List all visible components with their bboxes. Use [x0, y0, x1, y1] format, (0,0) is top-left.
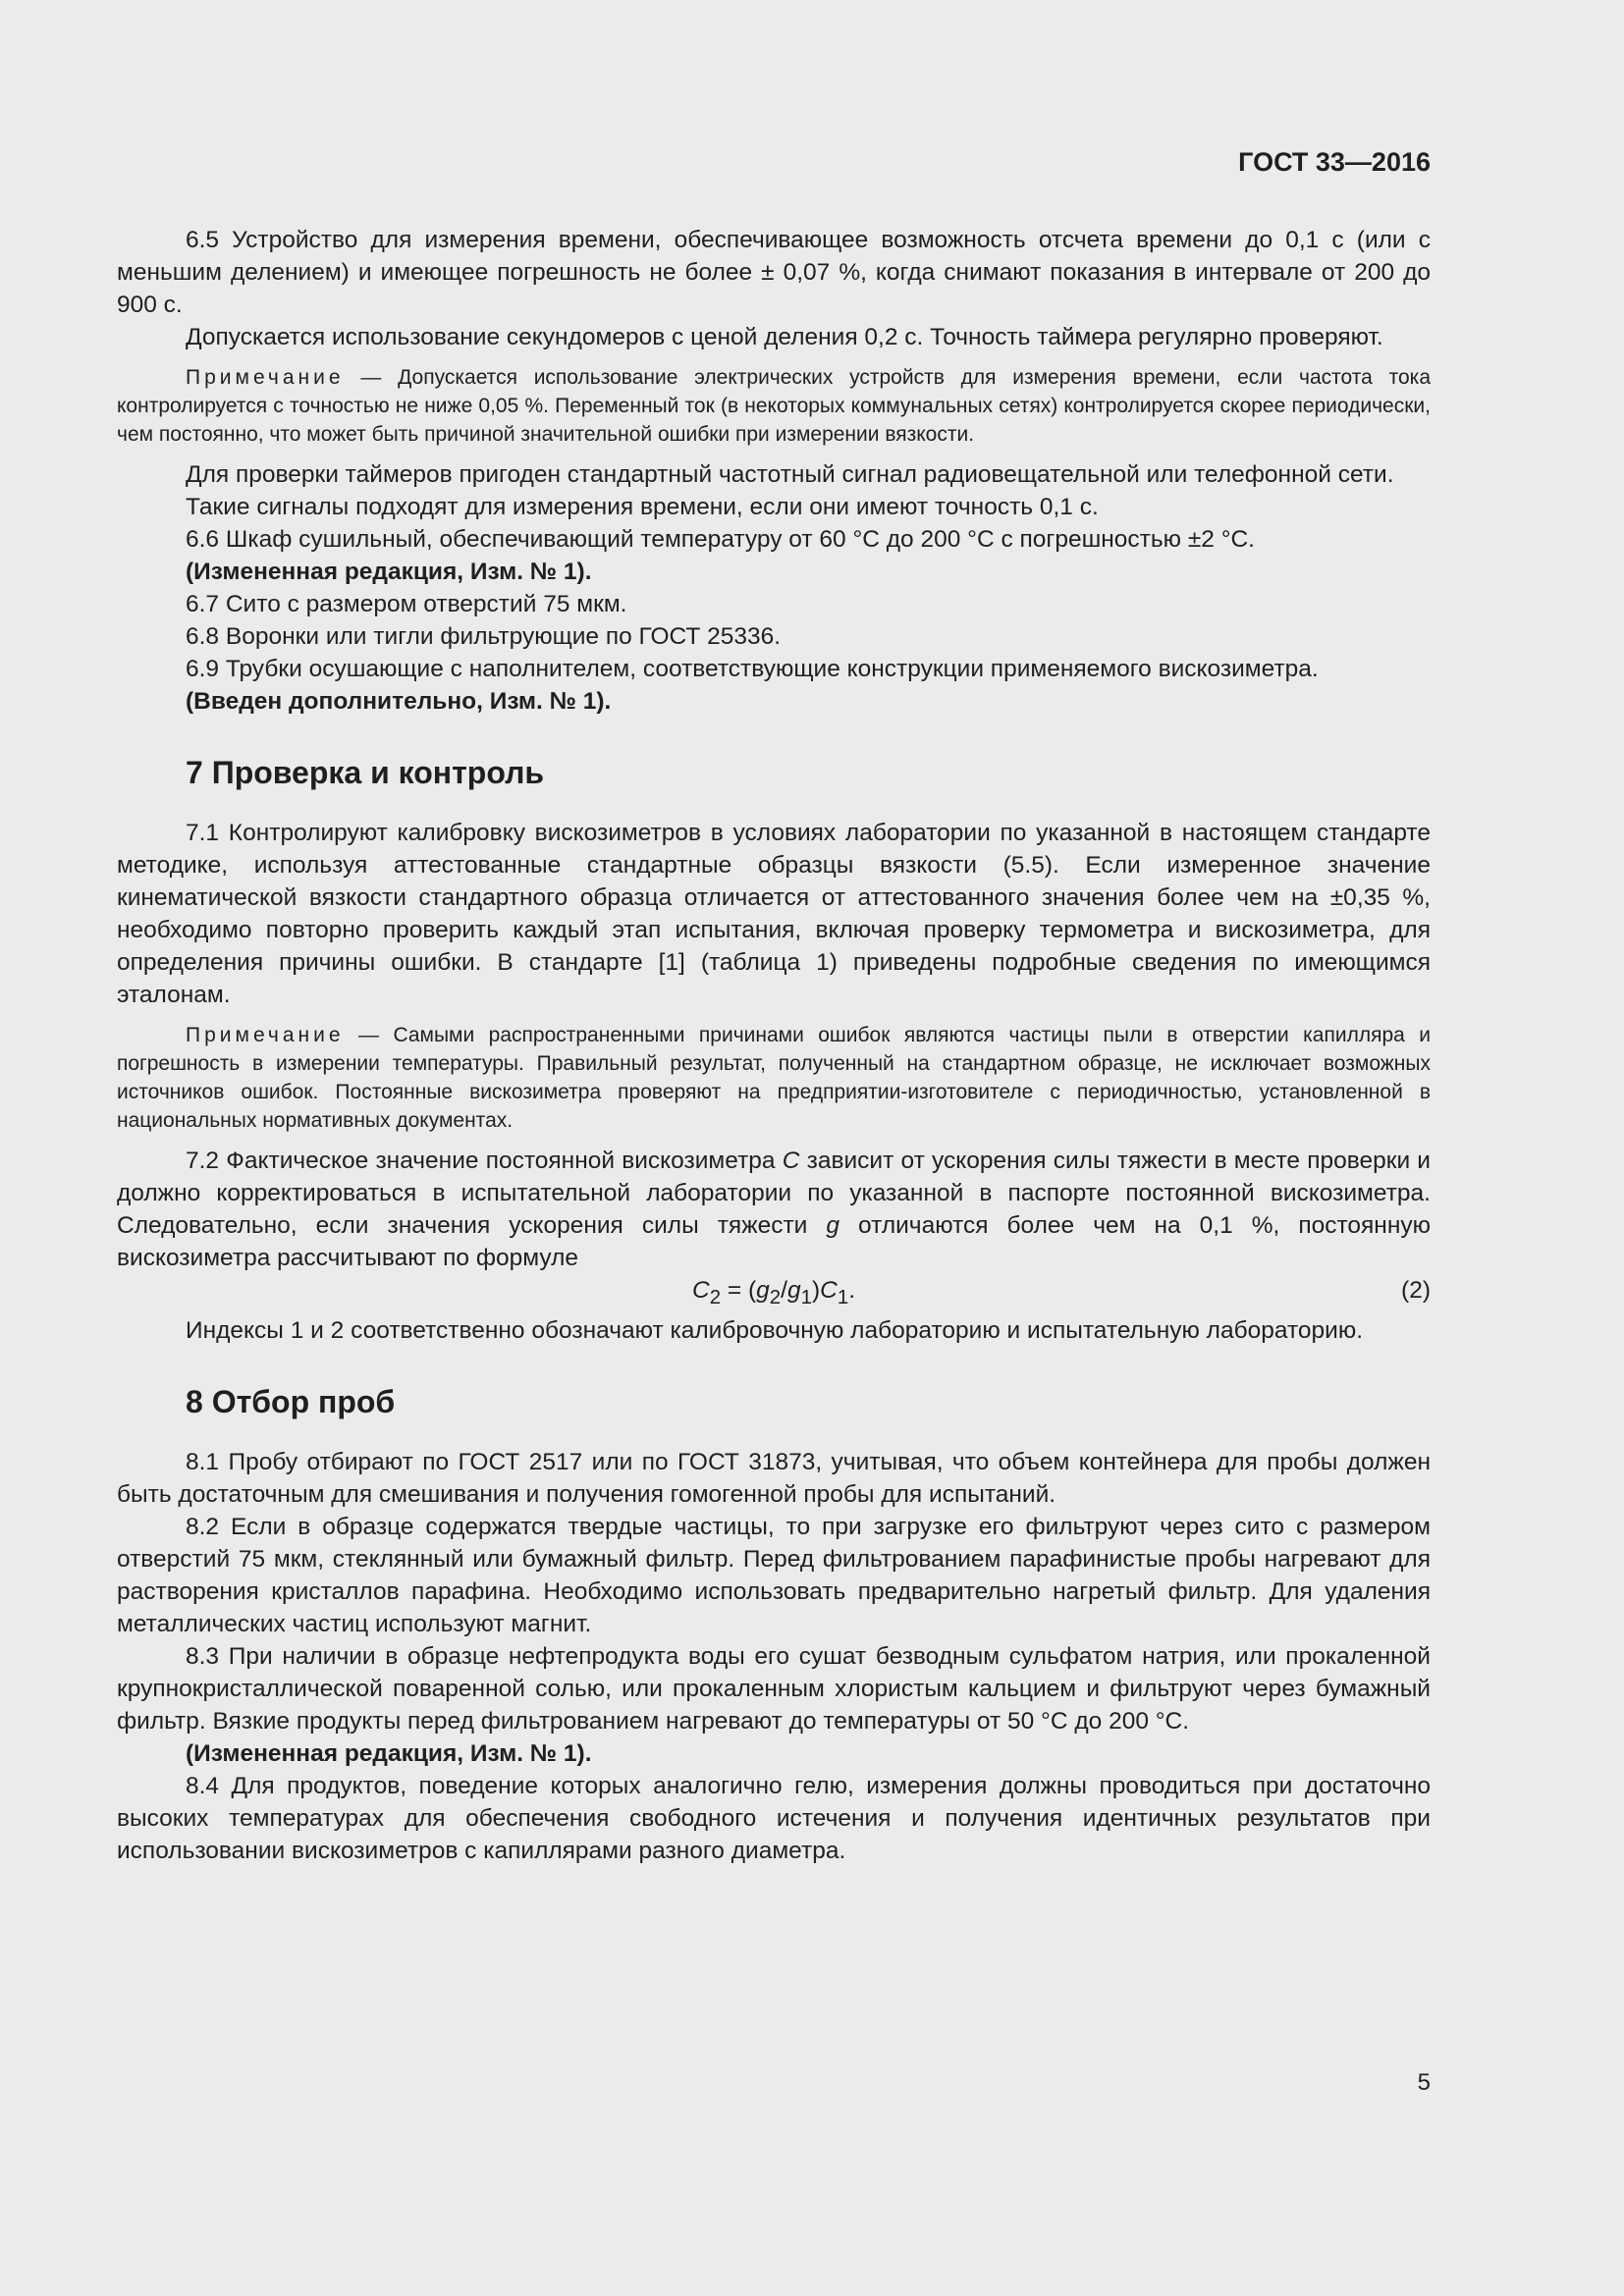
section-7-heading: 7 Проверка и контроль — [186, 755, 545, 790]
formula-expression: $C_2 = (g_2/g_1)C_1$. — [691, 1277, 855, 1308]
note-label: Примечание — [186, 366, 345, 389]
paragraph-7-2: 7.2 Фактическое значение постоянной вискозиметра C зависит от ускорения силы тяжести в месте проверки и должно корректироваться в испытательной лаборатории по указанной в паспорте постоянной вискозиметра. Следовательно, если значения ускорения силы тяжести g отличаются более чем на 0,1 %, постоянную вискозиметра рассчитывают по формуле — [117, 1148, 1431, 1271]
note-timer — [117, 363, 1431, 449]
paragraph-6-6: 6.6 Шкаф сушильный, обеспечивающий температуру от 60 °С до 200 °С с погрешностью ±2 °С. — [186, 526, 1255, 553]
note-errors — [117, 1021, 1431, 1135]
amendment-6-6: (Измененная редакция, Изм. № 1). — [186, 559, 592, 585]
paragraph-7-1: 7.1 Контролируют калибровку вискозиметров в условиях лаборатории по указанной в настоящем стандарте методике, используя аттестованные стандартные образцы вязкости (5.5). Если измеренное значение кинематической вязкости стандартного образца отличается от аттестованного значения более чем на ±0,35 %, необходимо повторно проверить каждый этап испытания, включая проверку термометра и вискозиметра, для определения причины ошибки. В стандарте [1] (таблица 1) приведены подробные сведения по имеющимся эталонам. — [117, 820, 1431, 1008]
page-number: 5 — [1417, 2069, 1431, 2096]
note-label: Примечание — [186, 1024, 345, 1046]
paragraph-6-9: 6.9 Трубки осушающие с наполнителем, соответствующие конструкции применяемого вискозиметра. — [186, 656, 1319, 682]
paragraph-6-7: 6.7 Сито с размером отверстий 75 мкм. — [186, 591, 627, 617]
paragraph-8-4: 8.4 Для продуктов, поведение которых аналогично гелю, измерения должны проводиться при достаточно высоких температурах для обеспечения свободного истечения и получения идентичных результатов при использовании вискозиметров с капиллярами разного диаметра. — [117, 1772, 1431, 1864]
paragraph-indices: Индексы 1 и 2 соответственно обозначают калибровочную лабораторию и испытательную лабораторию. — [186, 1316, 1364, 1344]
paragraph-6-8: 6.8 Воронки или тигли фильтрующие по ГОСТ 25336. — [186, 623, 782, 650]
paragraph-6-5: 6.5 Устройство для измерения времени, обеспечивающее возможность отсчета времени до 0,1 с (или с меньшим делением) и имеющее погрешность не более ± 0,07 %, когда снимают показания в интервале от 200 до 900 с. — [117, 227, 1431, 318]
section-8-heading: 8 Отбор проб — [186, 1383, 396, 1419]
paragraph-signal: Для проверки таймеров пригоден стандартный частотный сигнал радиовещательной или телефонной сети. — [186, 461, 1394, 488]
formula-2 — [117, 1274, 1431, 1314]
paragraph-8-3: 8.3 При наличии в образце нефтепродукта воды его сушат безводным сульфатом натрия, или прокаленной крупнокристаллической поваренной солью, или прокаленным хлористым кальцием и фильтруют через бумажный фильтр. Вязкие продукты перед фильтрованием нагревают до температуры от 50 °С до 200 °С. — [117, 1642, 1431, 1735]
amendment-8-3: (Измененная редакция, Изм. № 1). — [186, 1739, 592, 1767]
document-code: ГОСТ 33—2016 — [1238, 147, 1431, 177]
note-text: — Самыми распространенными причинами ошибок являются частицы пыли в отверстии капилляра и погрешность в измерении температуры. Правильный результат, полученный на стандартном образце, не исключает возможных источников ошибок. Постоянные вискозиметра проверяют на предприятии-изготовителе с периодичностью, установленной в национальных нормативных документах. — [117, 1024, 1431, 1132]
formula-number: (2) — [1401, 1277, 1431, 1304]
amendment-6-9: (Введен дополнительно, Изм. № 1). — [186, 688, 612, 715]
page-content — [117, 224, 1431, 1867]
note-text: — Допускается использование электрических устройств для измерения времени, если частота тока контролируется с точностью не ниже 0,05 %. Переменный ток (в некоторых коммунальных сетях) контролируется скорее периодически, чем постоянно, что может быть причиной значительной ошибки при измерении вязкости. — [117, 366, 1431, 446]
paragraph-6-5-stopwatch: Допускается использование секундомеров с ценой деления 0,2 с. Точность таймера регулярно проверяют. — [186, 324, 1383, 350]
paragraph-signal-accuracy: Такие сигналы подходят для измерения времени, если они имеют точность 0,1 с. — [186, 494, 1099, 520]
paragraph-8-2: 8.2 Если в образце содержатся твердые частицы, то при загрузке его фильтруют через сито с размером отверстий 75 мкм, стеклянный или бумажный фильтр. Перед фильтрованием парафинистые пробы нагревают для растворения кристаллов парафина. Необходимо использовать предварительно нагретый фильтр. Для удаления металлических частиц используют магнит. — [117, 1513, 1431, 1637]
paragraph-8-1: 8.1 Пробу отбирают по ГОСТ 2517 или по ГОСТ 31873, учитывая, что объем контейнера для пробы должен быть достаточным для смешивания и получения гомогенной пробы для испытаний. — [117, 1448, 1431, 1508]
